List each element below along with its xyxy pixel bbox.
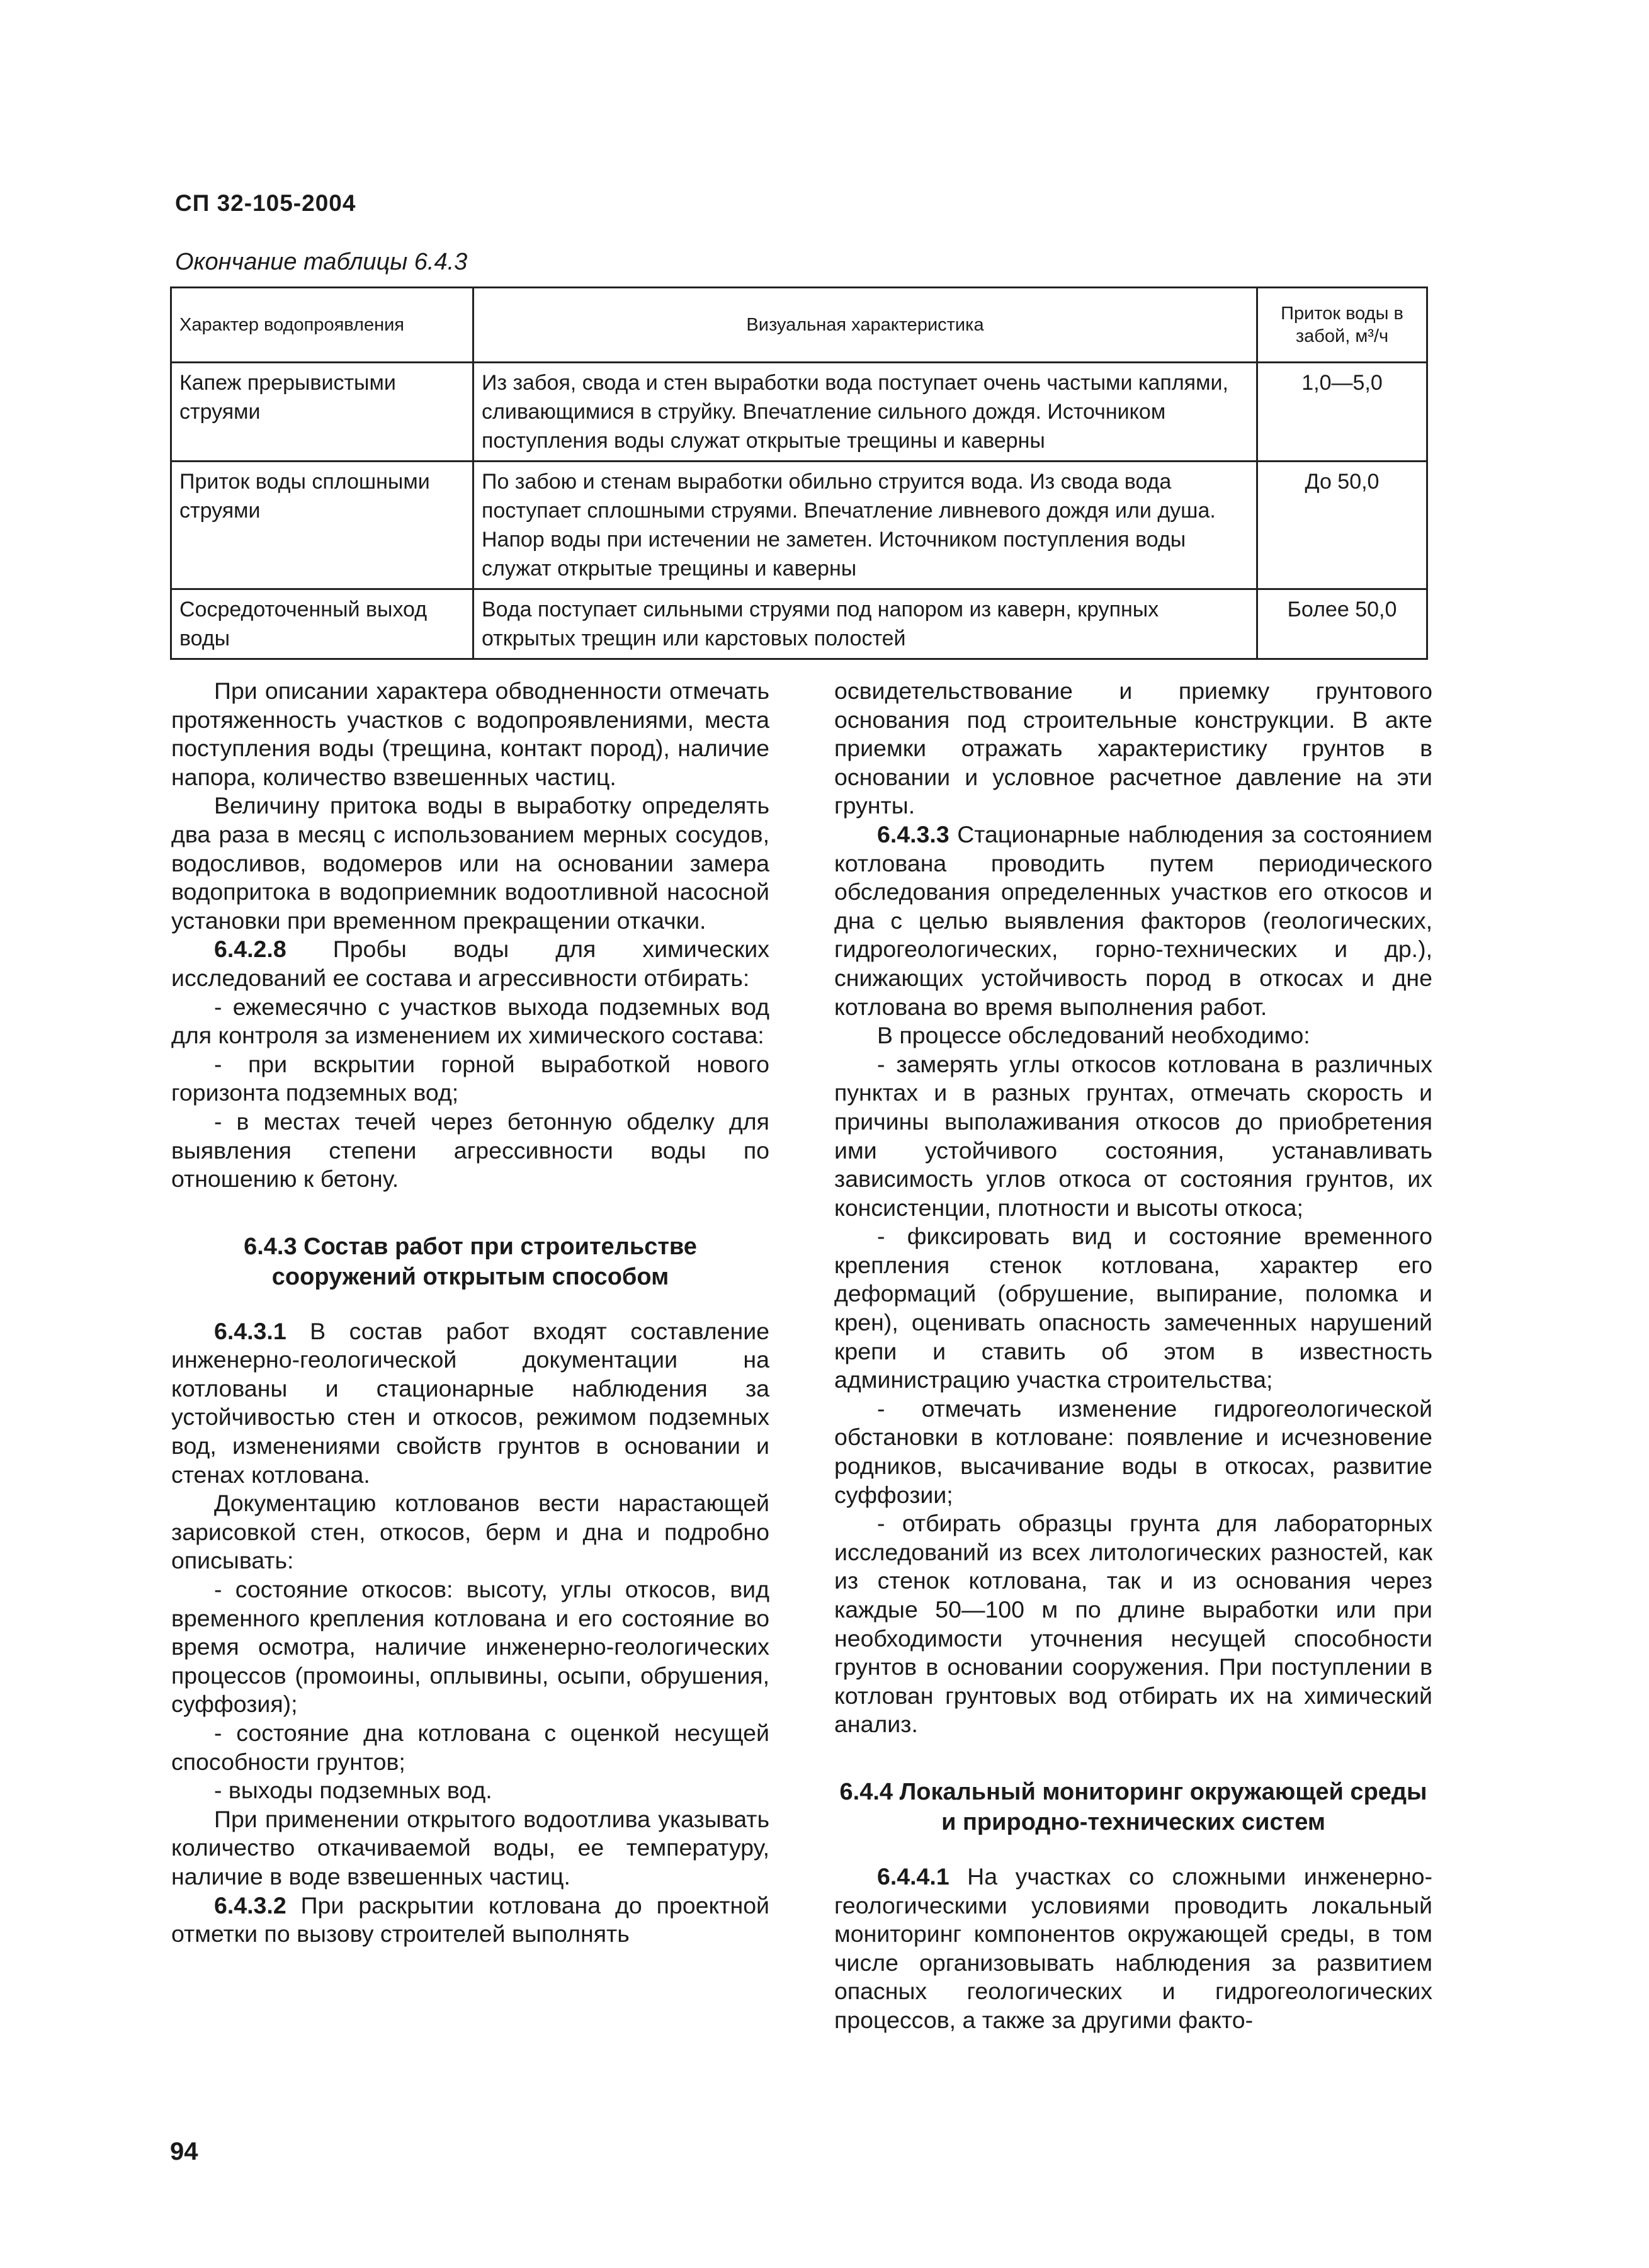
list-item: - фиксировать вид и состояние временного крепления стенок котлована, характер его деформаций (обрушение, выпирание, поломка и крен), оценивать опасность замеченных нарушений крепи и ставить об этом в известность администрацию участка строительства; xyxy=(834,1223,1432,1393)
paragraph xyxy=(834,1863,1432,2035)
list-item: - при вскрытии горной выработкой нового горизонта подземных вод; xyxy=(171,1050,769,1106)
clause-text: Стационарные наблюдения за состоянием котлована проводить путем периодического обследования определенных участков его откосов и дна с целью выявления факторов (геологических, гидрогеологических, горно-технических и др.), снижающих устойчивость пород в откосах и дне котлована во время выполнения работ. xyxy=(834,820,1432,1020)
list-item: - состояние дна котлована с оценкой несущей способности грунтов; xyxy=(171,1720,769,1775)
table-row xyxy=(171,462,1427,589)
document-code: СП 32-105-2004 xyxy=(175,190,356,216)
paragraph xyxy=(834,820,1432,1021)
section-heading: 6.4.3 Состав работ при строительстве сооружений открытым способом xyxy=(244,1233,697,1290)
paragraph: В процессе обследований необходимо: xyxy=(877,1022,1310,1049)
cell-inflow: До 50,0 xyxy=(1257,462,1427,589)
cell-description: Из забоя, свода и стен выработки вода поступает очень частыми каплями, сливающимися в струйку. Впечатление сильного дождя. Источником поступления воды служат открытые трещины и каверны xyxy=(473,363,1257,462)
section-heading: 6.4.4 Локальный мониторинг окружающей среды и природно-технических систем xyxy=(839,1778,1427,1835)
clause-text: В состав работ входят составление инженерно-геологической документации на котлованы и стационарные наблюдения за устойчивостью стен и откосов, режимом подземных вод, изменениями свойств грунтов в основании и стенах котлована. xyxy=(171,1317,769,1488)
water-inflow-table xyxy=(170,286,1428,660)
paragraph: Величину притока воды в выработку определять два раза в месяц с использованием мерных сосудов, водосливов, водомеров или на основании замера водопритока в водоприемник водоотливной насосной установки при временном прекращении откачки. xyxy=(171,792,769,934)
cell-water-type: Капеж прерывистыми струями xyxy=(171,363,473,462)
left-column xyxy=(171,677,769,1949)
clause-text: Пробы воды для химических исследований ее состава и агрессивности отбирать: xyxy=(171,936,769,991)
clause-text: При раскрытии котлована до проектной отметки по вызову строителей выполнять xyxy=(171,1891,769,1948)
clause-text: На участках со сложными инженерно-геологическими условиями проводить локальный мониторинг компонентов окружающей среды, в том числе организовывать наблюдения за развитием опасных геологических и гидрогеологических процессов, а также за другими факто- xyxy=(834,1863,1432,2033)
paragraph: освидетельствование и приемку грунтового основания под строительные конструкции. В акте приемки отражать характеристику грунтов в основании и условное расчетное давление на эти грунты. xyxy=(834,678,1432,819)
paragraph xyxy=(171,1317,769,1490)
paragraph: Документацию котлованов вести нарастающей зарисовкой стен, откосов, берм и дна и подробно описывать: xyxy=(171,1490,769,1574)
header-water-type: Характер водопроявления xyxy=(171,288,473,363)
cell-water-type: Приток воды сплошными струями xyxy=(171,462,473,589)
paragraph: При применении открытого водоотлива указывать количество откачиваемой воды, ее температуру, наличие в воде взвешенных частиц. xyxy=(171,1805,769,1890)
page-number: 94 xyxy=(170,2138,198,2165)
list-item: - отмечать изменение гидрогеологической обстановки в котловане: появление и исчезновение родников, высачивание воды в откосах, развитие суффозии; xyxy=(834,1395,1432,1508)
list-item: - в местах течей через бетонную обделку для выявления степени агрессивности воды по отношению к бетону. xyxy=(171,1108,769,1193)
paragraph: При описании характера обводненности отмечать протяженность участков с водопроявлениями, места поступления воды (трещина, контакт пород), наличие напора, количество взвешенных частиц. xyxy=(171,678,769,790)
table-row xyxy=(171,363,1427,462)
list-item: - ежемесячно с участков выхода подземных вод для контроля за изменением их химического состава: xyxy=(171,993,769,1049)
cell-description: По забою и стенам выработки обильно струится вода. Из свода вода поступает сплошными струями. Впечатление ливневого дождя или душа. Напор воды при истечении не заметен. Источником поступления воды служат открытые трещины и каверны xyxy=(473,462,1257,589)
header-visual-description: Визуальная характеристика xyxy=(473,288,1257,363)
header-inflow: Приток воды в забой, м³/ч xyxy=(1257,288,1427,363)
table-header-row xyxy=(171,288,1427,363)
table-caption: Окончание таблицы 6.4.3 xyxy=(175,249,468,275)
clause-number: 6.4.2.8 xyxy=(214,936,286,963)
paragraph xyxy=(171,935,769,992)
list-item: - отбирать образцы грунта для лабораторных исследований из всех литологических разностей, как из стенок котлована, так и из основания через каждые 50—100 м по длине выработки или при необходимости уточнения несущей способности грунтов в основании сооружения. При поступлении в котлован грунтовых вод отбирать их на химический анализ. xyxy=(834,1510,1432,1738)
clause-number: 6.4.3.3 xyxy=(877,820,949,848)
cell-water-type: Сосредоточенный выход воды xyxy=(171,589,473,659)
right-column xyxy=(834,677,1432,2035)
cell-inflow: Более 50,0 xyxy=(1257,589,1427,659)
clause-number: 6.4.4.1 xyxy=(877,1863,949,1890)
clause-number: 6.4.3.2 xyxy=(214,1891,286,1919)
table-row xyxy=(171,589,1427,659)
list-item: - состояние откосов: высоту, углы откосов, вид временного крепления котлована и его состояние во время осмотра, наличие инженерно-геологических процессов (промоины, оплывины, осыпи, обрушения, суффозия); xyxy=(171,1576,769,1718)
cell-description: Вода поступает сильными струями под напором из каверн, крупных открытых трещин или карстовых полостей xyxy=(473,589,1257,659)
list-item: - замерять углы откосов котлована в различных пунктах и в разных грунтах, отмечать скорость и причины выполаживания откосов до приобретения ими устойчивого состояния, устанавливать зависимость углов откоса от состояния грунтов, их консистенции, плотности и высоты откоса; xyxy=(834,1050,1432,1221)
cell-inflow: 1,0—5,0 xyxy=(1257,363,1427,462)
clause-number: 6.4.3.1 xyxy=(214,1317,286,1344)
list-item: - выходы подземных вод. xyxy=(214,1777,492,1804)
paragraph xyxy=(171,1891,769,1949)
